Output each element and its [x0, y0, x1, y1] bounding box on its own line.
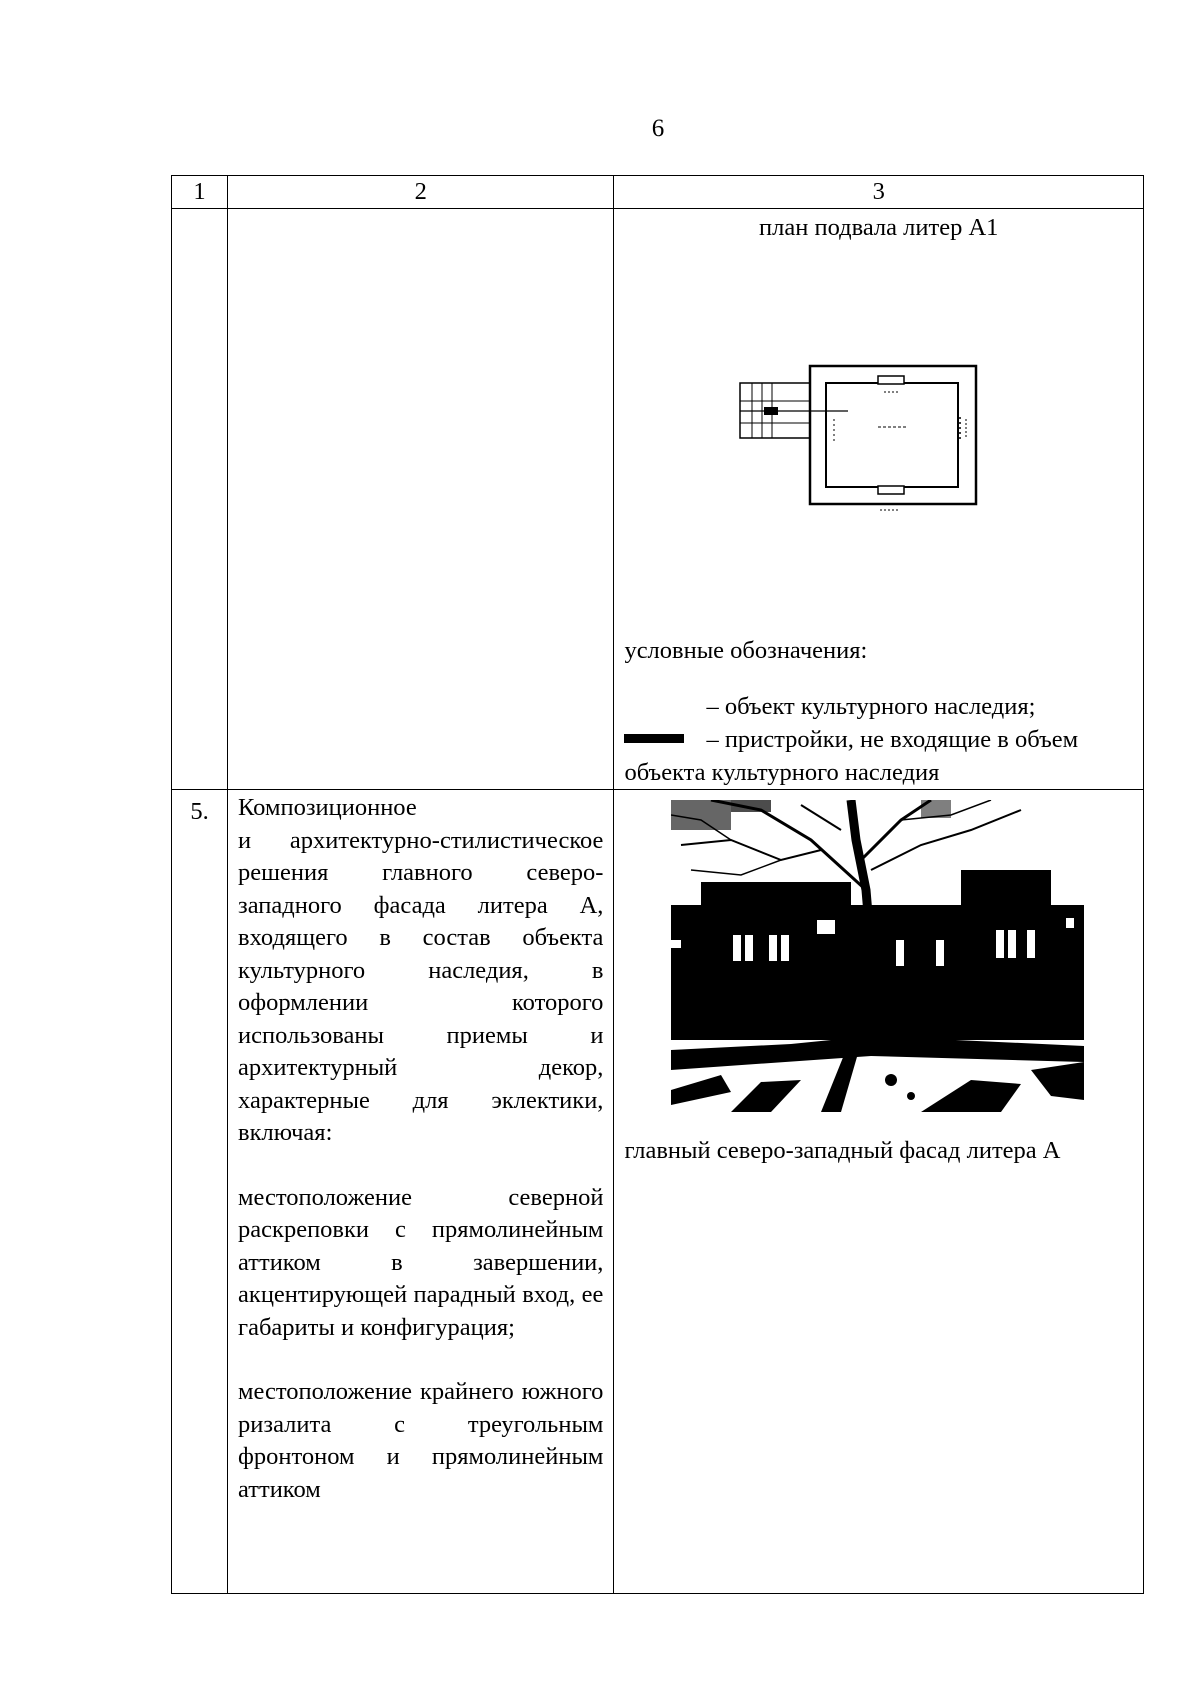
plan-caption: план подвала литер А1 [759, 214, 999, 241]
photo-cell [614, 790, 1144, 1594]
photo-caption: главный северо-западный фасад литера А [624, 1137, 1061, 1164]
plan-cell [614, 209, 1144, 790]
facade-photo [671, 800, 1084, 1112]
basement-plan-drawing [738, 357, 988, 525]
description-item-1: местоположение северной раскреповки с прямолинейным аттиком в завершении, акцентирующей парадный вход, ее габариты и конфигурация; [238, 1183, 604, 1341]
row-number-cell [172, 209, 228, 790]
legend-item-annex-cont: объекта культурного наследия [624, 759, 940, 786]
row-number-cell: 5. [172, 790, 228, 1594]
objects-table [171, 175, 1144, 1594]
legend-title: условные обозначения: [624, 637, 868, 664]
table-row [172, 790, 1144, 1594]
legend-item-annex: – пристройки, не входящие в объем [706, 726, 1079, 753]
table-row [172, 209, 1144, 790]
header-cell-3: 3 [614, 176, 1144, 209]
description-cell [228, 209, 614, 790]
page-number: 6 [651, 115, 665, 142]
legend-item-heritage: – объект культурного наследия; [706, 693, 1036, 720]
table-header-row [172, 176, 1144, 209]
description-item-2: местоположение крайнего южного ризалита с треугольным фронтоном и прямолинейным аттиком [238, 1378, 604, 1503]
header-cell-1: 1 [172, 176, 228, 209]
description-cell [228, 790, 614, 1594]
description-intro-first: Композиционное [238, 794, 417, 821]
description-intro: и архитектурно-стилистическое решения главного северо-западного фасада литера А, входящего в состав объекта культурного наследия, в оформлении которого использованы приемы и архитектурный декор, характерные для эклектики, включая: [238, 826, 604, 1146]
header-cell-2: 2 [228, 176, 614, 209]
